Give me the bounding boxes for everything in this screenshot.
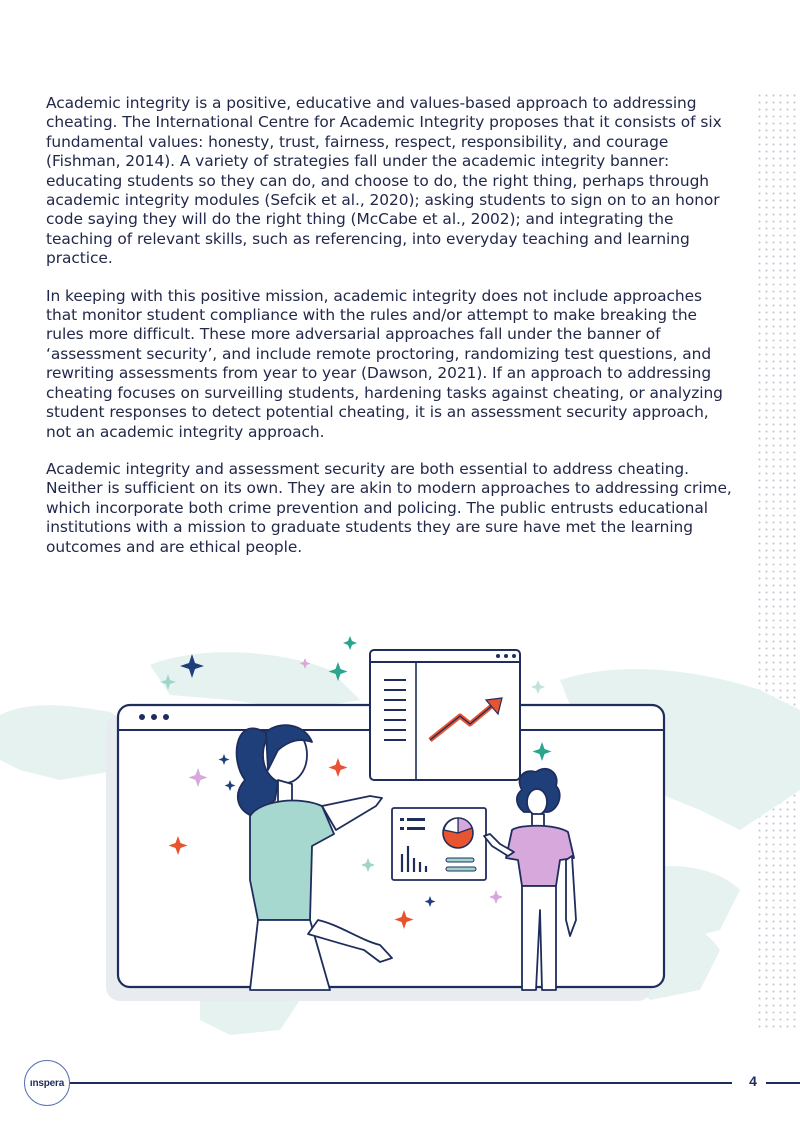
chart-window (370, 650, 520, 780)
paragraph-3: Academic integrity and assessment security are both essential to address cheating. Neither is sufficient on its own. They are akin to modern approaches to addressing crime, which incorporate both crime prevention and policing. The public entrusts educational institutions with a mission to graduate students they are sure have met the learning outcomes and are ethical people. (46, 459, 732, 556)
footer-divider (66, 1082, 732, 1084)
body-text (46, 94, 736, 575)
logo-text: ınspera (29, 1077, 65, 1089)
footer-divider-right (766, 1082, 800, 1084)
page-number: 4 (749, 1073, 757, 1089)
report-card (392, 808, 486, 880)
paragraph-2: In keeping with this positive mission, academic integrity does not include approaches that monitor student compliance with the rules and/or attempt to make breaking the rules more difficult. These more adversarial approaches fall under the banner of ‘assessment security’, and include remote proctoring, randomizing test questions, and rewriting assessments from year to year (Dawson, 2021). If an approach to addressing cheating focuses on surveilling students, hardening tasks against cheating, or analyzing student responses to detect potential cheating, it is an assessment security approach, not an academic integrity approach. (46, 286, 723, 441)
inspera-logo (24, 1060, 70, 1106)
paragraph-1: Academic integrity is a positive, educative and values-based approach to addressing cheating. The International Centre for Academic Integrity proposes that it consists of six fundamental values: honesty, trust, fairness, respect, responsibility, and courage (Fishman, 2014). A variety of strategies fall under the academic integrity banner: educating students so they can do, and choose to do, the right thing, perhaps through academic integrity modules (Sefcik et al., 2020); asking students to sign on to an honor code saying they will do the right thing (McCabe et al., 2002); and integrating the teaching of relevant skills, such as referencing, into everyday teaching and learning practice. (46, 94, 722, 268)
illustration (0, 620, 800, 1040)
